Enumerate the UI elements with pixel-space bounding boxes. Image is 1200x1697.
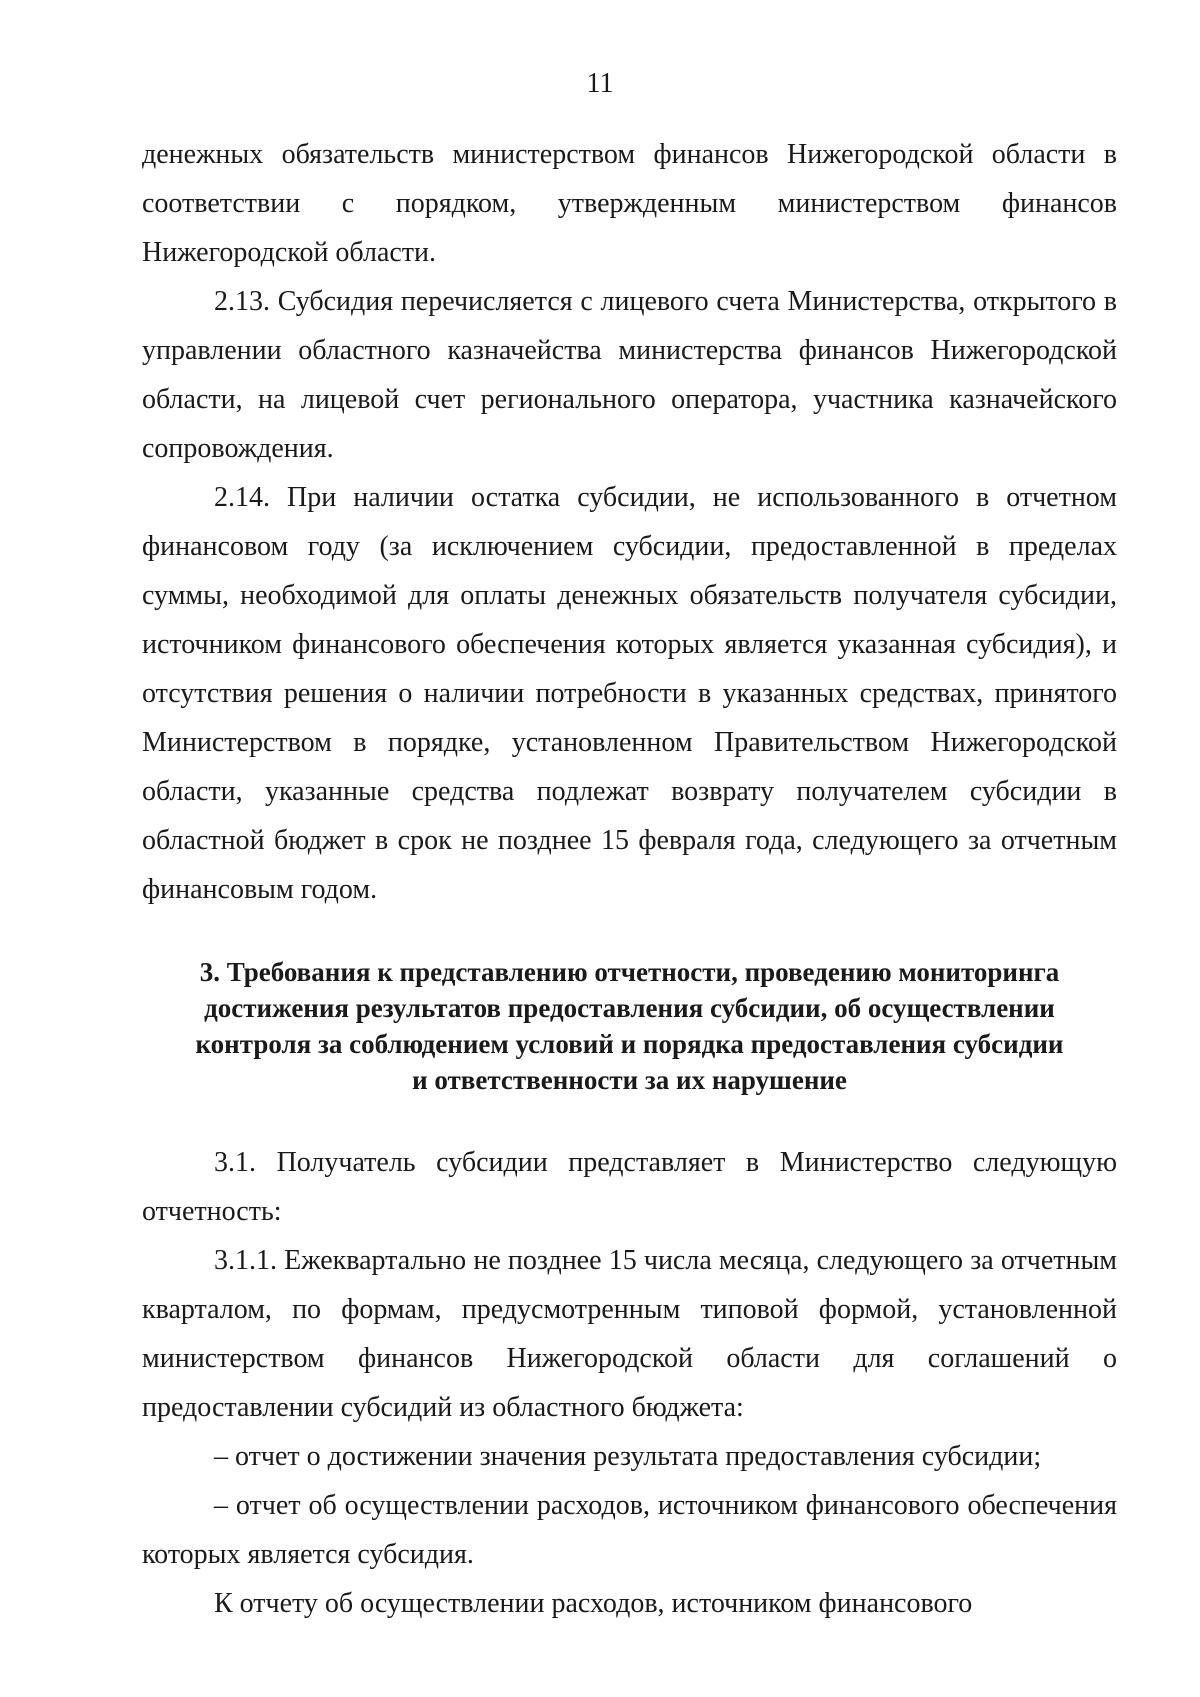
paragraph-continuation: денежных обязательств министерством финансов Нижегородской области в соответствии с порядком, утвержденным министерством финансов Нижегородской области. <box>142 139 1117 268</box>
page-number: 11 <box>586 68 614 99</box>
paragraph-3-1-1: 3.1.1. Ежеквартально не позднее 15 числа месяца, следующего за отчетным кварталом, по формам, предусмотренным типовой формой, установленной министерством финансов Нижегородской области для соглашений о предоставлении субсидий из областного бюджета: <box>142 1245 1117 1423</box>
section-heading-line: 3. Требования к представлению отчетности, проведению мониторинга <box>199 957 1060 987</box>
document-body <box>142 130 1117 1628</box>
paragraph-3-1: 3.1. Получатель субсидии представляет в Министерство следующую отчетность: <box>142 1147 1117 1227</box>
paragraph-attachment: К отчету об осуществлении расходов, источником финансового <box>214 1588 973 1619</box>
list-item-report-result: – отчет о достижении значения результата предоставления субсидии; <box>214 1441 1042 1472</box>
paragraph-2-14: 2.14. При наличии остатка субсидии, не использованного в отчетном финансовом году (за исключением субсидии, предоставленной в пределах суммы, необходимой для оплаты денежных обязательств получателя субсидии, источником финансового обеспечения которых является указанная субсидия), и отсутствия решения о наличии потребности в указанных средствах, принятого Министерством в порядке, установленном Правительством Нижегородской области, указанные средства подлежат возврату получателем субсидии в областной бюджет в срок не позднее 15 февраля года, следующего за отчетным финансовым годом. <box>142 482 1117 905</box>
section-heading-line: контроля за соблюдением условий и порядка предоставления субсидии <box>195 1029 1064 1059</box>
section-heading-line: и ответственности за их нарушение <box>412 1065 847 1095</box>
paragraph-2-13: 2.13. Субсидия перечисляется с лицевого счета Министерства, открытого в управлении областного казначейства министерства финансов Нижегородской области, на лицевой счет регионального оператора, участника казначейского сопровождения. <box>142 286 1117 464</box>
list-item-report-expenses: – отчет об осуществлении расходов, источником финансового обеспечения которых является субсидия. <box>142 1490 1117 1570</box>
section-heading <box>142 954 1117 1098</box>
section-heading-line: достижения результатов предоставления субсидии, об осуществлении <box>204 993 1055 1023</box>
